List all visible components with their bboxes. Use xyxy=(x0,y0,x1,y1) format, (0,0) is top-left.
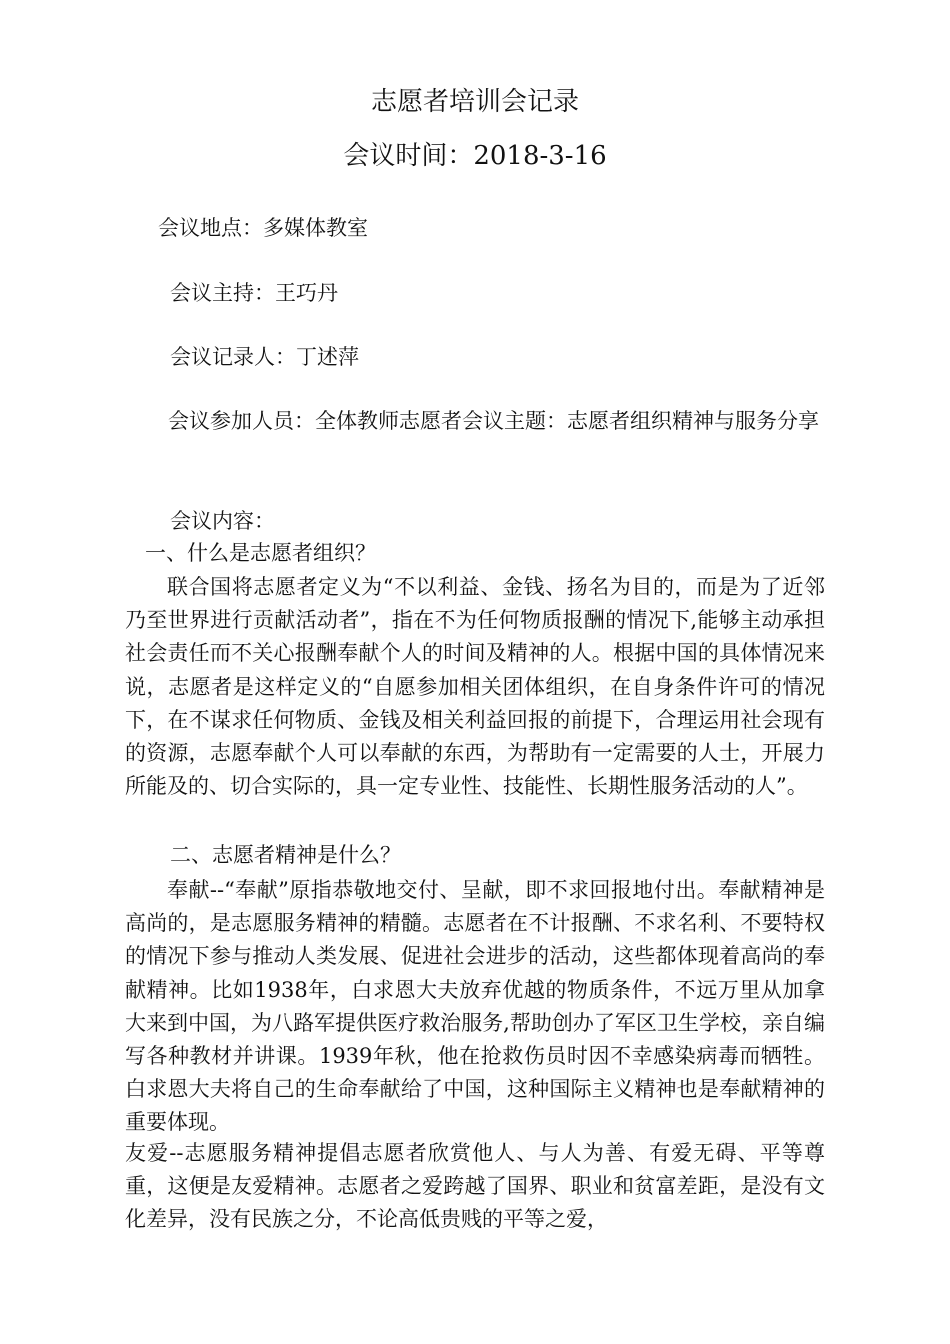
section-heading-1: 一、什么是志愿者组织？ xyxy=(145,541,376,565)
meeting-location: 会议地点：多媒体教室 xyxy=(158,216,368,240)
section-paragraph-2b: 友爱--志愿服务精神提倡志愿者欣赏他人、与人为善、有爱无碍、平等尊重，这便是友爱精神。志愿者之爱跨越了国界、职业和贫富差距，是没有文化差异，没有民族之分，不论高低贵贱的平等之爱， xyxy=(125,1141,825,1232)
document-title: 志愿者培训会记录 xyxy=(370,87,579,117)
meeting-time: 会议时间：2018-3-16 xyxy=(343,141,607,171)
meeting-recorder: 会议记录人：丁述萍 xyxy=(170,345,359,369)
section-heading-2: 二、志愿者精神是什么？ xyxy=(170,843,401,867)
meeting-host: 会议主持：王巧丹 xyxy=(170,281,338,305)
section-paragraph-1: 联合国将志愿者定义为“不以利益、金钱、扬名为目的，而是为了近邻乃至世界进行贡献活动者”，指在不为任何物质报酬的情况下,能够主动承担社会责任而不关心报酬奉献个人的时间及精神的人。根据中国的具体情况来说，志愿者是这样定义的“自愿参加相关团体组织，在自身条件许可的情况下，在不谋求任何物质、金钱及相关利益回报的前提下，合理运用社会现有的资源，志愿奉献个人可以奉献的东西，为帮助有一定需要的人士，开展力所能及的、切合实际的，具一定专业性、技能性、长期性服务活动的人”。 xyxy=(125,575,825,799)
meeting-participants: 会议参加人员：全体教师志愿者会议主题：志愿者组织精神与服务分享 xyxy=(168,409,819,433)
section-paragraph-2a: 奉献--“奉献”原指恭敬地交付、呈献，即不求回报地付出。奉献精神是高尚的，是志愿服务精神的精髓。志愿者在不计报酬、不求名利、不要特权的情况下参与推动人类发展、促进社会进步的活动，这些都体现着高尚的奉献精神。比如1938年，白求恩大夫放弃优越的物质条件，不远万里从加拿大来到中国，为八路军提供医疗救治服务,帮助创办了军区卫生学校，亲自编写各种教材并讲课。1939年秋，他在抢救伤员时因不幸感染病毒而牺牲。白求恩大夫将自己的生命奉献给了中国，这种国际主义精神也是奉献精神的重要体现。 xyxy=(125,878,825,1135)
content-label: 会议内容： xyxy=(170,509,275,533)
